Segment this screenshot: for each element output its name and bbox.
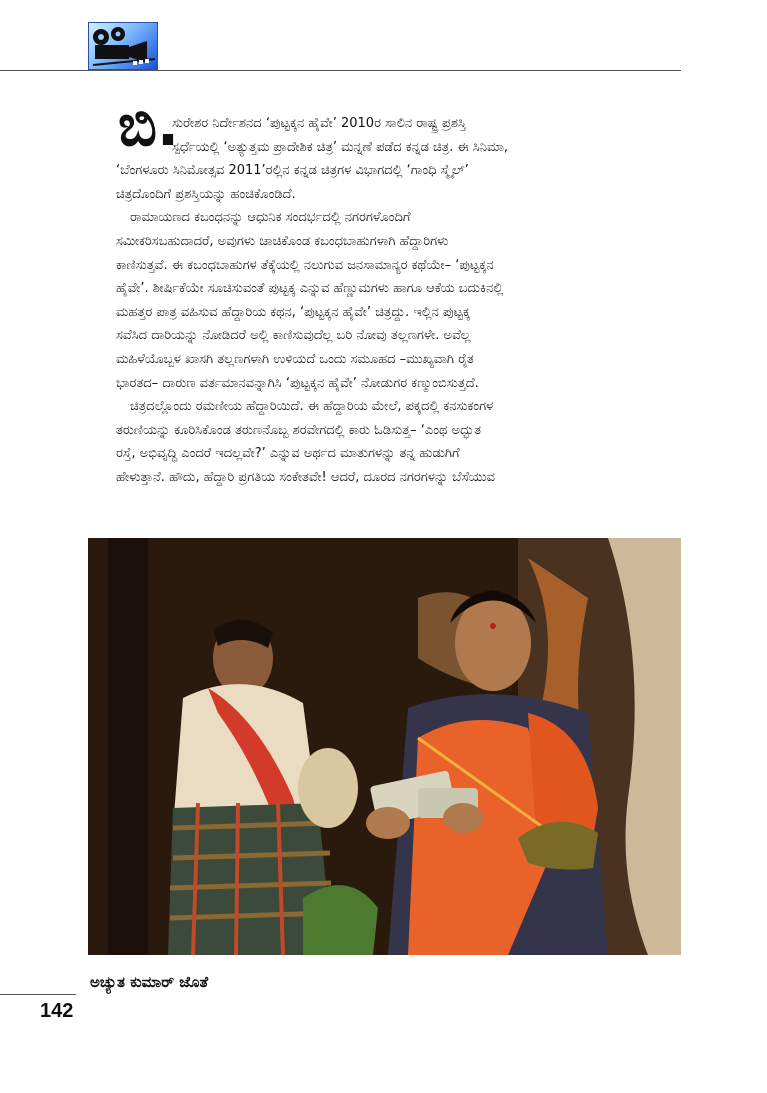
drop-cap: ಬಿ. (118, 91, 180, 159)
page-number: 142 (40, 1000, 74, 1022)
photo-caption: ಅಚ್ಯುತ ಕುಮಾರ್ ಜೊತೆ (90, 973, 209, 991)
film-projector-icon (88, 22, 158, 70)
article-line: ‘ಬೆಂಗಳೂರು ಸಿನಿಮೋತ್ಸವ 2011’ರಲ್ಲಿನ ಕನ್ನಡ ಚಿತ್ರಗಳ ವಿಭಾಗದಲ್ಲಿ ‘ಗಾಂಧಿ ಸ್ಮೈಲ್’ (116, 163, 469, 179)
article-line: ಹೇಳುತ್ತಾನೆ. ಹೌದು, ಹೆದ್ದಾರಿ ಪ್ರಗತಿಯ ಸಂಕೇತವೇ! ಆದರೆ, ದೂರದ ನಗರಗಳನ್ನು ಬೆಸೆಯುವ (116, 469, 495, 485)
article-line: ಮಹಿಳೆಯೊಬ್ಬಳ ಖಾಸಗಿ ತಲ್ಲಣಗಳಾಗಿ ಉಳಿಯದೆ ಒಂದು ಸಮೂಹದ –ಮುಖ್ಯವಾಗಿ ರೈತ (116, 351, 474, 367)
article-line: ಹೈವೇ’. ಶೀರ್ಷಿಕೆಯೇ ಸೂಚಿಸುವಂತೆ ಪುಟ್ಟಕ್ಕ ಎನ್ನುವ ಹೆಣ್ಣುಮಗಳು ಹಾಗೂ ಆಕೆಯ ಬದುಕಿನಲ್ಲಿ (116, 281, 504, 297)
article-line: ತರುಣಿಯನ್ನು ಕೂರಿಸಿಕೊಂಡ ತರುಣನೊಬ್ಬ ಶರವೇಗದಲ್ಲಿ ಕಾರು ಓಡಿಸುತ್ತ– ‘ಎಂಥ ಅದ್ಭುತ (116, 422, 482, 438)
film-still-photo (88, 538, 681, 955)
header-rule (0, 70, 681, 71)
article-line: ಸ್ಪರ್ಧೆಯಲ್ಲಿ ‘ಅತ್ಯುತ್ತಮ ಪ್ರಾದೇಶಿಕ ಚಿತ್ರ’ ಮನ್ನಣೆ ಪಡೆದ ಕನ್ನಡ ಚಿತ್ರ. ಈ ಸಿನಿಮಾ, (172, 139, 509, 155)
article-line: ಭಾರತದ– ದಾರುಣ ವರ್ತಮಾನವನ್ನಾಗಿಸಿ ‘ಪುಟ್ಟಕ್ಕನ ಹೈವೇ’ ನೋಡುಗರ ಕಣ್ಮುಂಬಿಸುತ್ತದೆ. (116, 375, 479, 391)
article-line: ಚಿತ್ರದಲ್ಲೊಂದು ರಮಣೀಯ ಹೆದ್ದಾರಿಯಿದೆ. ಈ ಹೆದ್ದಾರಿಯ ಮೇಲೆ, ಪಕ್ಕದಲ್ಲಿ ಕನಸುಕಂಗಳ (130, 399, 494, 415)
article-line: ರಾಮಾಯಣದ ಕಬಂಧನನ್ನು ಆಧುನಿಕ ಸಂದರ್ಭದಲ್ಲಿ ನಗರಗಳೊಂದಿಗೆ (130, 210, 411, 226)
article-line: ಮಹತ್ತರ ಪಾತ್ರ ವಹಿಸುವ ಹೆದ್ದಾರಿಯ ಕಥನ, ‘ಪುಟ್ಟಕ್ಕನ ಹೈವೇ’ ಚಿತ್ರದ್ದು. ಇಲ್ಲಿನ ಪುಟ್ಟಕ್ಕ (116, 304, 471, 320)
article-body (116, 112, 681, 490)
article-line: ಸವೆಸಿದ ದಾರಿಯನ್ನು ನೋಡಿದರೆ ಅಲ್ಲಿ ಕಾಣಿಸುವುದೆಲ್ಲ ಬರಿ ನೋವು ತಲ್ಲಣಗಳೇ. ಅವೆಲ್ಲ (116, 328, 471, 344)
article-line: ಸುರೇಶರ ನಿರ್ದೇಶನದ ‘ಪುಟ್ಟಕ್ಕನ ಹೈವೇ’ 2010ರ ಸಾಲಿನ ರಾಷ್ಟ್ರ ಪ್ರಶಸ್ತಿ (172, 116, 467, 131)
article-line: ಕಾಣಿಸುತ್ತವೆ. ಈ ಕಬಂಧಬಾಹುಗಳ ತೆಕ್ಕೆಯಲ್ಲಿ ನಲುಗುವ ಜನಸಾಮಾನ್ಯರ ಕಥೆಯೇ– ‘ಪುಟ್ಟಕ್ಕನ (116, 257, 494, 273)
article-line: ರಸ್ತೆ, ಅಭಿವೃದ್ಧಿ ಎಂದರೆ ಇದಲ್ಲವೇ?’ ಎನ್ನುವ ಅರ್ಥದ ಮಾತುಗಳನ್ನು ತನ್ನ ಹುಡುಗಿಗೆ (116, 446, 460, 462)
article-line: ಚಿತ್ರದೊಂದಿಗೆ ಪ್ರಶಸ್ತಿಯನ್ನು ಹಂಚಿಕೊಂಡಿದೆ. (116, 186, 296, 202)
footer-rule (0, 994, 76, 995)
article-line: ಸಮೀಕರಿಸಬಹುದಾದರೆ, ಅವುಗಳು ಚಾಚಿಕೊಂಡ ಕಬಂಧಬಾಹುಗಳಾಗಿ ಹೆದ್ದಾರಿಗಳು (116, 233, 449, 249)
